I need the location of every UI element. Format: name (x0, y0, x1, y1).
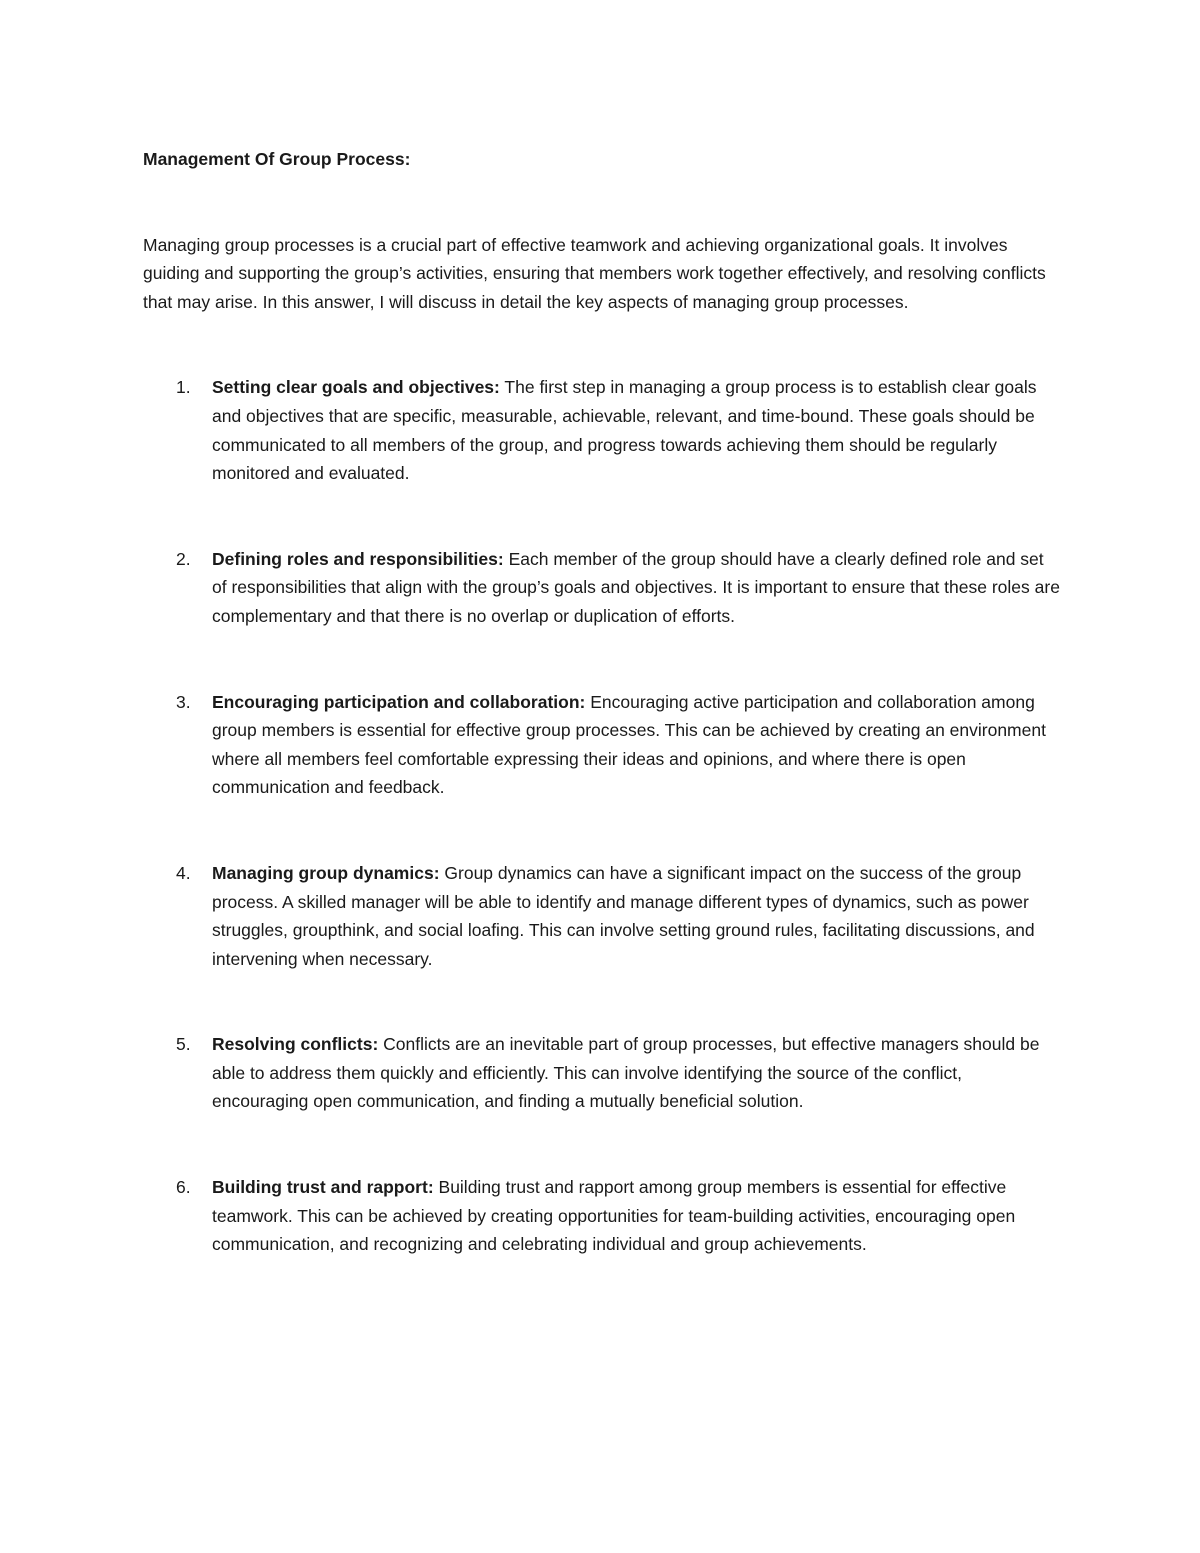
list-item-text: Each member of the group should have a clearly defined role and set of responsibilities that align with the group’s goals and objectives. It is important to ensure that these roles are complementary and that there is no overlap or duplication of efforts. (212, 548, 1060, 626)
list-item-heading: Resolving conflicts: (212, 1034, 379, 1055)
list-item-heading: Encouraging participation and collaboration: (212, 691, 586, 712)
document-title: Management Of Group Process: (143, 149, 411, 169)
list-item-text: Building trust and rapport among group members is essential for effective teamwork. This can be achieved by creating opportunities for team-building activities, encouraging open communication, and recognizing and celebrating individual and group achievements. (212, 1177, 1016, 1255)
intro-paragraph: Managing group processes is a crucial part of effective teamwork and achieving organizational goals. It involves guiding and supporting the group’s activities, ensuring that members work together effectively, and resolving conflicts that may arise. In this answer, I will discuss in detail the key aspects of managing group processes. (143, 234, 1046, 312)
list-item-number: 4. (176, 862, 191, 883)
list-item-heading: Building trust and rapport: (212, 1177, 434, 1198)
list-item-number: 6. (176, 1177, 191, 1198)
list-item (143, 859, 1063, 973)
list-item-heading: Setting clear goals and objectives: (212, 377, 500, 398)
list-item-number: 3. (176, 691, 191, 712)
list-item-text: Conflicts are an inevitable part of group processes, but effective managers should be able to address them quickly and efficiently. This can involve identifying the source of the conflict, encouraging open communication, and finding a mutually beneficial solution. (212, 1034, 1040, 1112)
list-item-heading: Managing group dynamics: (212, 862, 440, 883)
list-item (143, 688, 1063, 802)
list-item-text: Encouraging active participation and collaboration among group members is essential for effective group processes. This can be achieved by creating an environment where all members feel comfortable expressing their ideas and opinions, and where there is open communication and feedback. (212, 691, 1046, 798)
list-item-text: The first step in managing a group process is to establish clear goals and objectives that are specific, measurable, achievable, relevant, and time-bound. These goals should be communicated to all members of the group, and progress towards achieving them should be regularly monitored and evaluated. (212, 377, 1037, 484)
list-item-number: 5. (176, 1034, 191, 1055)
document-body (143, 145, 1063, 1316)
list-item (143, 1173, 1063, 1259)
list-item (143, 545, 1063, 631)
list-item-number: 1. (176, 377, 191, 398)
list-item (143, 373, 1063, 487)
list-item-heading: Defining roles and responsibilities: (212, 548, 504, 569)
list-item (143, 1030, 1063, 1116)
numbered-list (143, 373, 1063, 1258)
list-item-text: Group dynamics can have a significant impact on the success of the group process. A skilled manager will be able to identify and manage different types of dynamics, such as power struggles, groupthink, and social loafing. This can involve setting ground rules, facilitating discussions, and intervening when necessary. (212, 862, 1035, 969)
list-item-number: 2. (176, 548, 191, 569)
